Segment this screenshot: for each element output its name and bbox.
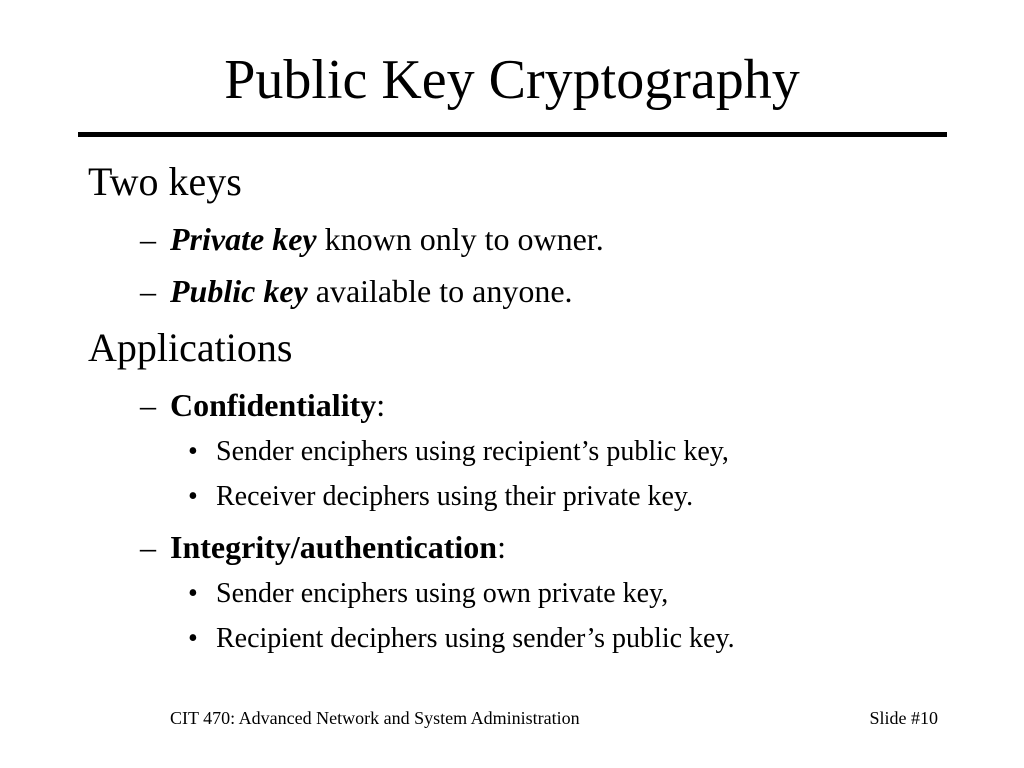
detail-item-text: Sender enciphers using recipient’s public key, <box>216 436 729 467</box>
title-divider <box>78 132 947 137</box>
term-public-key: Public key <box>170 273 308 309</box>
detail-item-text: Sender enciphers using own private key, <box>216 578 669 609</box>
sub-item-text: available to anyone. <box>307 273 573 309</box>
sub-item-integrity-authentication <box>140 527 506 567</box>
detail-item-text: Recipient deciphers using sender’s public key. <box>216 623 735 654</box>
detail-item-receiver-private <box>188 480 693 514</box>
sub-item-private-key <box>140 219 604 259</box>
bullet-applications: Applications <box>88 325 293 370</box>
bullet-marker: • <box>188 578 198 609</box>
footer-course: CIT 470: Advanced Network and System Administration <box>170 708 580 728</box>
detail-item-sender-own-private <box>188 577 668 611</box>
slide-title: Public Key Cryptography <box>224 49 800 111</box>
term-integrity-authentication: Integrity/authentication <box>170 529 498 565</box>
dash-marker: – <box>140 387 156 423</box>
dash-marker: – <box>140 529 156 565</box>
dash-marker: – <box>140 273 156 309</box>
sub-item-text: known only to owner. <box>316 221 604 257</box>
bullet-marker: • <box>188 436 198 467</box>
detail-item-sender-recipient-public <box>188 435 729 469</box>
bullet-marker: • <box>188 481 198 512</box>
sub-item-text: : <box>497 529 506 565</box>
sub-item-text: : <box>376 387 386 423</box>
footer-slide-number: Slide #10 <box>869 708 938 728</box>
detail-item-recipient-sender-public <box>188 622 735 656</box>
term-private-key: Private key <box>170 221 317 257</box>
sub-item-public-key <box>140 271 573 311</box>
sub-item-confidentiality <box>140 385 385 425</box>
dash-marker: – <box>140 221 156 257</box>
detail-item-text: Receiver deciphers using their private key. <box>216 481 694 512</box>
bullet-two-keys: Two keys <box>88 159 242 204</box>
term-confidentiality: Confidentiality <box>170 387 377 423</box>
bullet-marker: • <box>188 623 198 654</box>
